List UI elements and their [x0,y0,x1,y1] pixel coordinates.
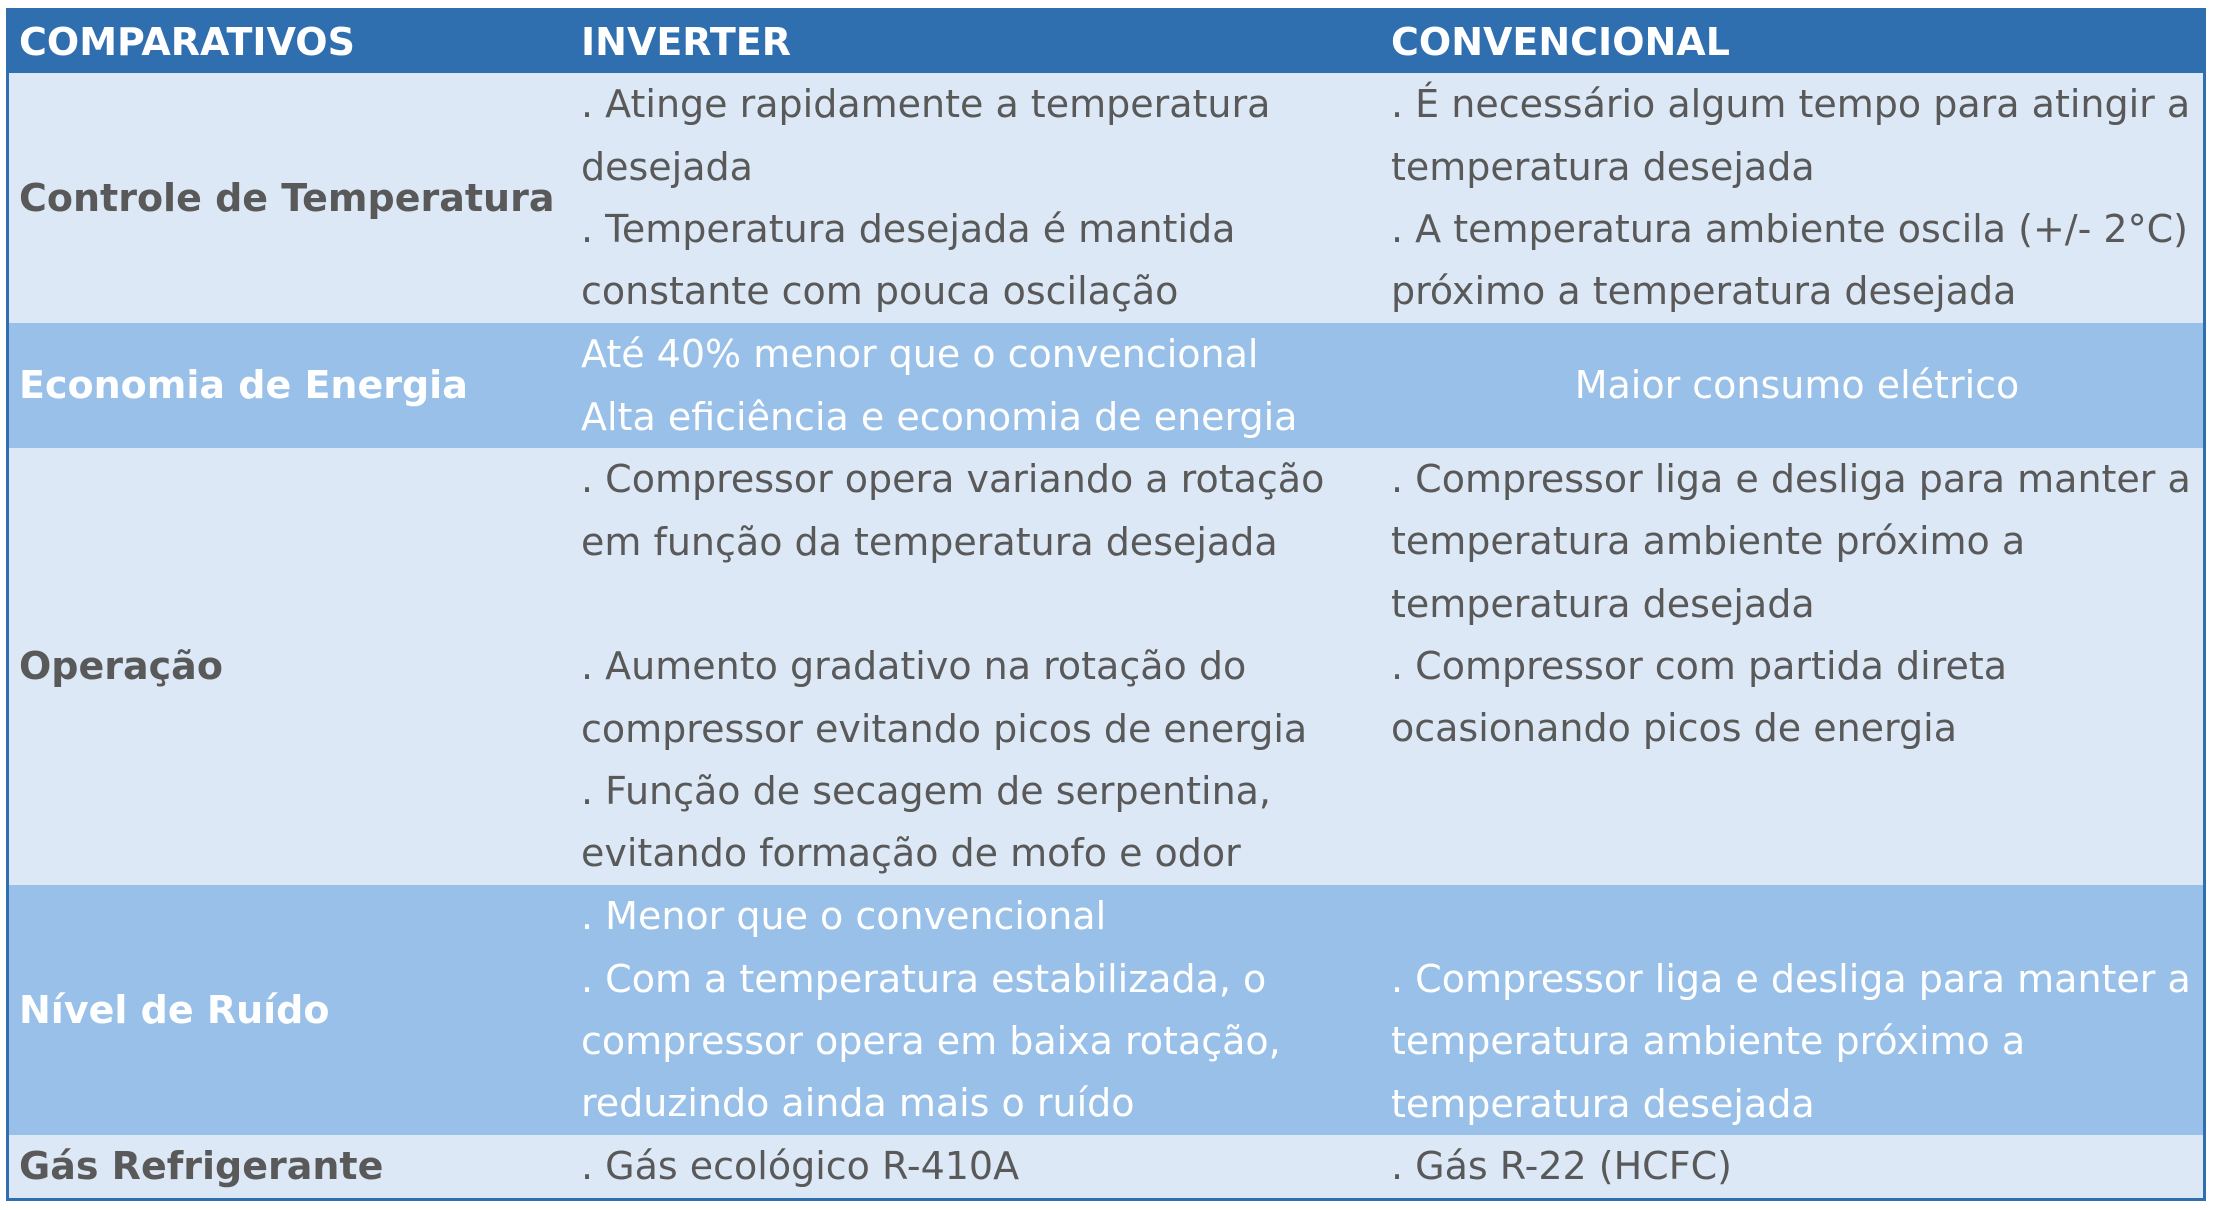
inverter-line: . Temperatura desejada é mantida [581,207,1236,251]
convencional-line: . A temperatura ambiente oscila (+/- 2°C) [1391,207,2188,251]
convencional-line: temperatura ambiente próximo a [1391,1019,2026,1064]
inverter-line: reduzindo ainda mais o ruído [581,1081,1135,1126]
header-comparativos: COMPARATIVOS [9,11,571,73]
inverter-cell [571,1135,1381,1197]
row-label: Controle de Temperatura [9,73,571,323]
inverter-cell [571,885,1381,1135]
convencional-line: . Gás R-22 (HCFC) [1391,1144,1732,1188]
inverter-cell [571,73,1381,323]
convencional-cell [1381,448,2203,885]
inverter-line: Até 40% menor que o convencional [581,332,1259,377]
comparison-grid [9,11,2203,1197]
spacer [581,573,1381,635]
row-label: Economia de Energia [9,323,571,448]
inverter-line: . Gás ecológico R-410A [581,1144,1020,1188]
convencional-cell [1381,1135,2203,1197]
inverter-line: . Atinge rapidamente a temperatura [581,82,1271,127]
row-economia-energia [9,323,2203,448]
row-controle-temperatura [9,73,2203,323]
inverter-line: . Aumento gradativo na rotação do [581,644,1247,689]
convencional-line: temperatura desejada [1391,1081,1815,1126]
row-nivel-ruido [9,885,2203,1135]
convencional-line: . É necessário algum tempo para atingir a [1391,82,2191,127]
convencional-line: . Compressor liga e desliga para manter a [1391,957,2191,1002]
inverter-line: . Função de secagem de serpentina, [581,768,1272,813]
inverter-cell [571,448,1381,885]
header-row [9,11,2203,73]
inverter-line: compressor opera em baixa rotação, [581,1019,1281,1063]
header-inverter: INVERTER [571,11,1381,73]
convencional-cell [1381,885,2203,1135]
inverter-line: em função da temperatura desejada [581,519,1278,564]
convencional-line: temperatura desejada [1391,581,1815,626]
inverter-line: desejada [581,144,753,189]
inverter-cell [571,323,1381,448]
convencional-line: temperatura desejada [1391,144,1815,189]
inverter-line: . Com a temperatura estabilizada, o [581,956,1267,1001]
convencional-line: próximo a temperatura desejada [1391,269,2017,314]
convencional-line: temperatura ambiente próximo a [1391,519,2026,564]
row-gas-refrigerante [9,1135,2203,1197]
row-label: Operação [9,448,571,885]
header-convencional: CONVENCIONAL [1381,11,2203,73]
inverter-line: Alta eficiência e economia de energia [581,394,1298,439]
row-label: Nível de Ruído [9,885,571,1135]
inverter-line: evitando formação de mofo e odor [581,831,1241,876]
convencional-line: . Compressor liga e desliga para manter a [1391,457,2191,501]
row-operacao [9,448,2203,885]
convencional-cell [1381,323,2203,448]
inverter-line: . Compressor opera variando a rotação [581,457,1325,502]
convencional-line: . Compressor com partida direta [1391,643,2008,688]
row-label: Gás Refrigerante [9,1135,571,1197]
inverter-line: . Menor que o convencional [581,894,1107,939]
convencional-cell [1381,73,2203,323]
inverter-line: constante com pouca oscilação [581,269,1179,314]
convencional-line: Maior consumo elétrico [1574,363,2020,408]
inverter-line: compressor evitando picos de energia [581,706,1308,751]
convencional-line: ocasionando picos de energia [1391,706,1957,751]
comparison-table [6,8,2206,1201]
